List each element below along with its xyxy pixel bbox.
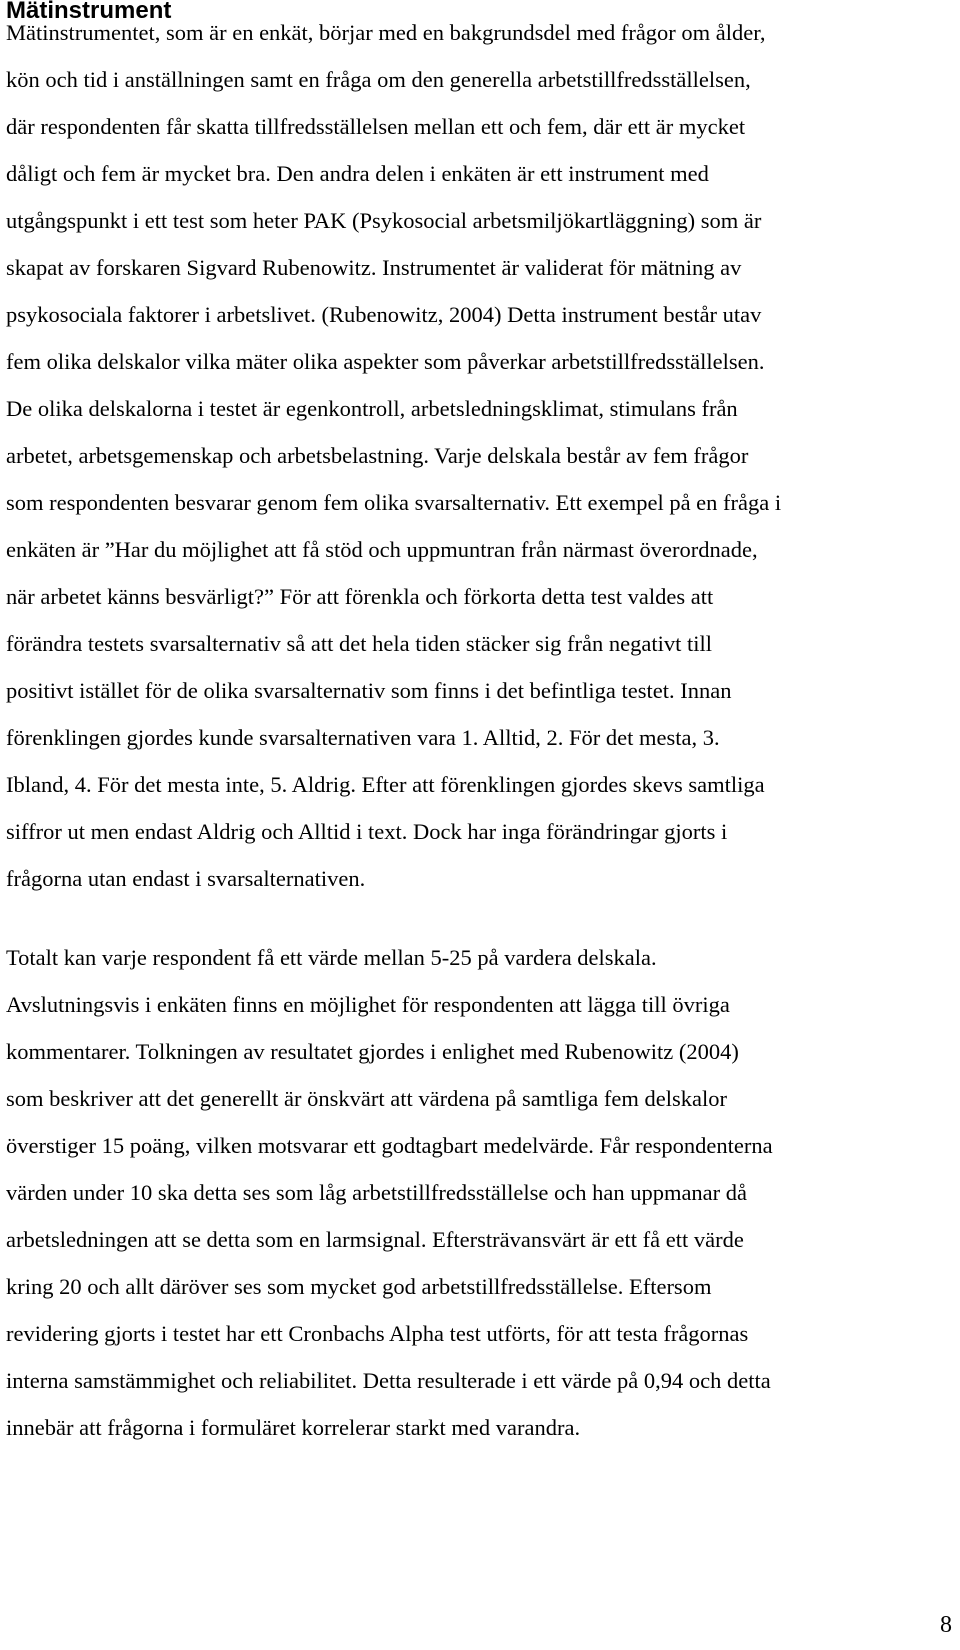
text-line: frågorna utan endast i svarsalternativen. <box>6 866 366 891</box>
text-line: när arbetet känns besvärligt?” För att förenkla och förkorta detta test valdes att <box>6 584 714 609</box>
text-line: Ibland, 4. För det mesta inte, 5. Aldrig. Efter att förenklingen gjordes skevs samtliga <box>6 772 765 797</box>
text-line: Avslutningsvis i enkäten finns en möjlighet för respondenten att lägga till övriga <box>6 992 730 1017</box>
text-line: kring 20 och allt däröver ses som mycket god arbetstillfredsställelse. Eftersom <box>6 1274 712 1299</box>
text-line: enkäten är ”Har du möjlighet att få stöd och uppmuntran från närmast överordnade, <box>6 537 758 562</box>
text-line: Totalt kan varje respondent få ett värde mellan 5-25 på vardera delskala. <box>6 945 657 970</box>
text-line: värden under 10 ska detta ses som låg arbetstillfredsställelse och han uppmanar då <box>6 1180 748 1205</box>
text-line: kön och tid i anställningen samt en fråga om den generella arbetstillfredsställelsen, <box>6 67 751 92</box>
section-heading: Mätinstrument <box>6 0 172 24</box>
text-line: förändra testets svarsalternativ så att det hela tiden stäcker sig från negativt till <box>6 631 712 656</box>
text-line: kommentarer. Tolkningen av resultatet gjordes i enlighet med Rubenowitz (2004) <box>6 1039 739 1064</box>
text-line: interna samstämmighet och reliabilitet. Detta resulterade i ett värde på 0,94 och detta <box>6 1368 771 1393</box>
text-line: Mätinstrumentet, som är en enkät, börjar med en bakgrundsdel med frågor om ålder, <box>6 20 766 45</box>
text-line: dåligt och fem är mycket bra. Den andra delen i enkäten är ett instrument med <box>6 161 709 186</box>
text-line: fem olika delskalor vilka mäter olika aspekter som påverkar arbetstillfredsställelsen. <box>6 349 765 374</box>
text-line: som respondenten besvarar genom fem olika svarsalternativ. Ett exempel på en fråga i <box>6 490 782 515</box>
text-line: psykosociala faktorer i arbetslivet. (Rubenowitz, 2004) Detta instrument består utav <box>6 302 762 327</box>
text-line: arbetet, arbetsgemenskap och arbetsbelastning. Varje delskala består av fem frågor <box>6 443 749 468</box>
text-line: revidering gjorts i testet har ett Cronbachs Alpha test utförts, för att testa frågornas <box>6 1321 749 1346</box>
text-line: innebär att frågorna i formuläret korrelerar starkt med varandra. <box>6 1415 581 1440</box>
text-line: överstiger 15 poäng, vilken motsvarar ett godtagbart medelvärde. Får respondenterna <box>6 1133 773 1158</box>
text-line: som beskriver att det generellt är önskvärt att värdena på samtliga fem delskalor <box>6 1086 727 1111</box>
text-line: positivt istället för de olika svarsalternativ som finns i det befintliga testet. Innan <box>6 678 732 703</box>
text-line: skapat av forskaren Sigvard Rubenowitz. Instrumentet är validerat för mätning av <box>6 255 742 280</box>
text-line: siffror ut men endast Aldrig och Alltid i text. Dock har inga förändringar gjorts i <box>6 819 728 844</box>
page-number: 8 <box>940 1612 952 1638</box>
text-line: utgångspunkt i ett test som heter PAK (Psykosocial arbetsmiljökartläggning) som är <box>6 208 762 233</box>
text-line: De olika delskalorna i testet är egenkontroll, arbetsledningsklimat, stimulans från <box>6 396 738 421</box>
text-line: arbetsledningen att se detta som en larmsignal. Eftersträvansvärt är ett få ett värde <box>6 1227 744 1252</box>
text-line: förenklingen gjordes kunde svarsalternativen vara 1. Alltid, 2. För det mesta, 3. <box>6 725 720 750</box>
text-line: där respondenten får skatta tillfredsställelsen mellan ett och fem, där ett är mycket <box>6 114 746 139</box>
